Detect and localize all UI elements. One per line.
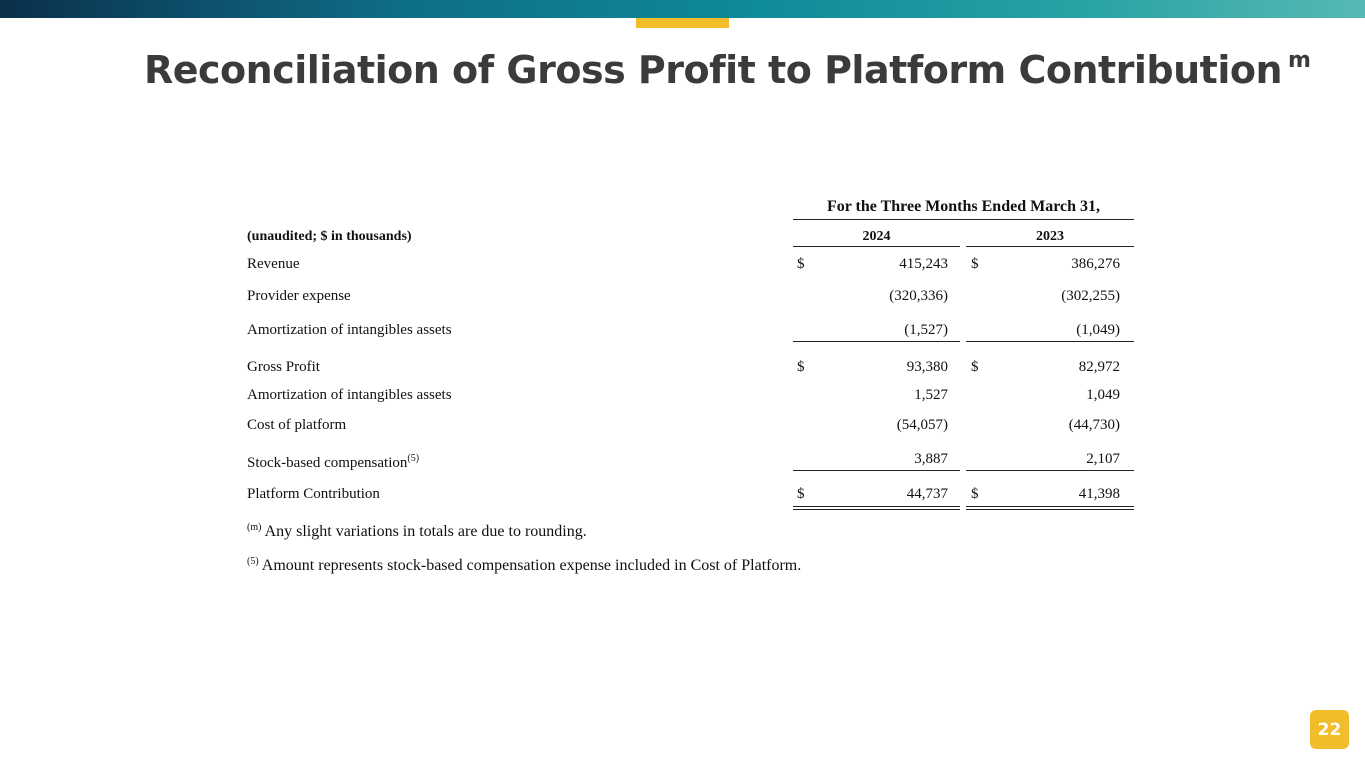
value-revenue-2023: 386,276 bbox=[1071, 256, 1120, 272]
value-amortization-addback-2023: 1,049 bbox=[1086, 387, 1120, 403]
double-rule-2023 bbox=[966, 506, 1134, 510]
currency-symbol: $ bbox=[797, 486, 805, 502]
currency-symbol: $ bbox=[971, 256, 979, 272]
row-label-revenue: Revenue bbox=[247, 256, 300, 272]
currency-symbol: $ bbox=[797, 256, 805, 272]
double-rule-2024 bbox=[793, 506, 960, 510]
row-label-amortization-addback: Amortization of intangibles assets bbox=[247, 387, 452, 403]
currency-symbol: $ bbox=[971, 359, 979, 375]
value-provider-expense-2023: (302,255) bbox=[1061, 288, 1120, 304]
value-revenue-2024: 415,243 bbox=[899, 256, 948, 272]
row-label-gross-profit: Gross Profit bbox=[247, 359, 320, 375]
footnote-ref-5: (5) bbox=[407, 453, 420, 464]
value-amortization-addback-2024: 1,527 bbox=[914, 387, 948, 403]
footnote-marker-5: (5) bbox=[247, 556, 259, 567]
row-label-cost-of-platform: Cost of platform bbox=[247, 417, 347, 433]
page-number-badge: 22 bbox=[1310, 710, 1349, 749]
value-provider-expense-2024: (320,336) bbox=[889, 288, 948, 304]
value-stock-based-compensation-2024: 3,887 bbox=[914, 451, 948, 467]
value-platform-contribution-2024: 44,737 bbox=[906, 486, 948, 502]
value-stock-based-compensation-2023: 2,107 bbox=[1086, 451, 1120, 467]
value-cost-of-platform-2023: (44,730) bbox=[1068, 417, 1120, 433]
year-header-2023: 2023 bbox=[1036, 229, 1064, 244]
value-amortization-2023: (1,049) bbox=[1076, 322, 1120, 338]
slide-title-superscript: m bbox=[1288, 48, 1311, 73]
total-rule-2024 bbox=[793, 470, 960, 471]
year-rule-2023 bbox=[966, 246, 1134, 247]
currency-symbol: $ bbox=[971, 486, 979, 502]
row-label-amortization: Amortization of intangibles assets bbox=[247, 322, 452, 338]
subtotal-rule-2024 bbox=[793, 341, 960, 342]
row-label-stock-based-compensation bbox=[247, 450, 419, 472]
units-label: (unaudited; $ in thousands) bbox=[247, 229, 412, 244]
row-label-provider-expense: Provider expense bbox=[247, 288, 351, 304]
subtotal-rule-2023 bbox=[966, 341, 1134, 342]
value-amortization-2024: (1,527) bbox=[904, 322, 948, 338]
value-platform-contribution-2023: 41,398 bbox=[1078, 486, 1120, 502]
slide-title-text: Reconciliation of Gross Profit to Platform Contribution bbox=[144, 48, 1283, 92]
value-cost-of-platform-2024: (54,057) bbox=[896, 417, 948, 433]
year-header-2024: 2024 bbox=[862, 229, 891, 244]
period-header-rule bbox=[793, 219, 1134, 220]
period-header: For the Three Months Ended March 31, bbox=[826, 198, 1101, 215]
row-label-platform-contribution: Platform Contribution bbox=[247, 486, 380, 502]
stock-based-compensation-text: Stock-based compensation bbox=[247, 455, 408, 471]
total-rule-2023 bbox=[966, 470, 1134, 471]
footnote-5 bbox=[247, 553, 801, 575]
value-gross-profit-2023: 82,972 bbox=[1078, 359, 1120, 375]
footnote-m bbox=[247, 519, 587, 541]
footnote-5-text: Amount represents stock-based compensation expense included in Cost of Platform. bbox=[261, 557, 802, 574]
footnote-m-text: Any slight variations in totals are due to rounding. bbox=[264, 523, 587, 540]
value-gross-profit-2024: 93,380 bbox=[906, 359, 948, 375]
currency-symbol: $ bbox=[797, 359, 805, 375]
footnote-marker-m: (m) bbox=[247, 522, 262, 533]
year-rule-2024 bbox=[793, 246, 960, 247]
